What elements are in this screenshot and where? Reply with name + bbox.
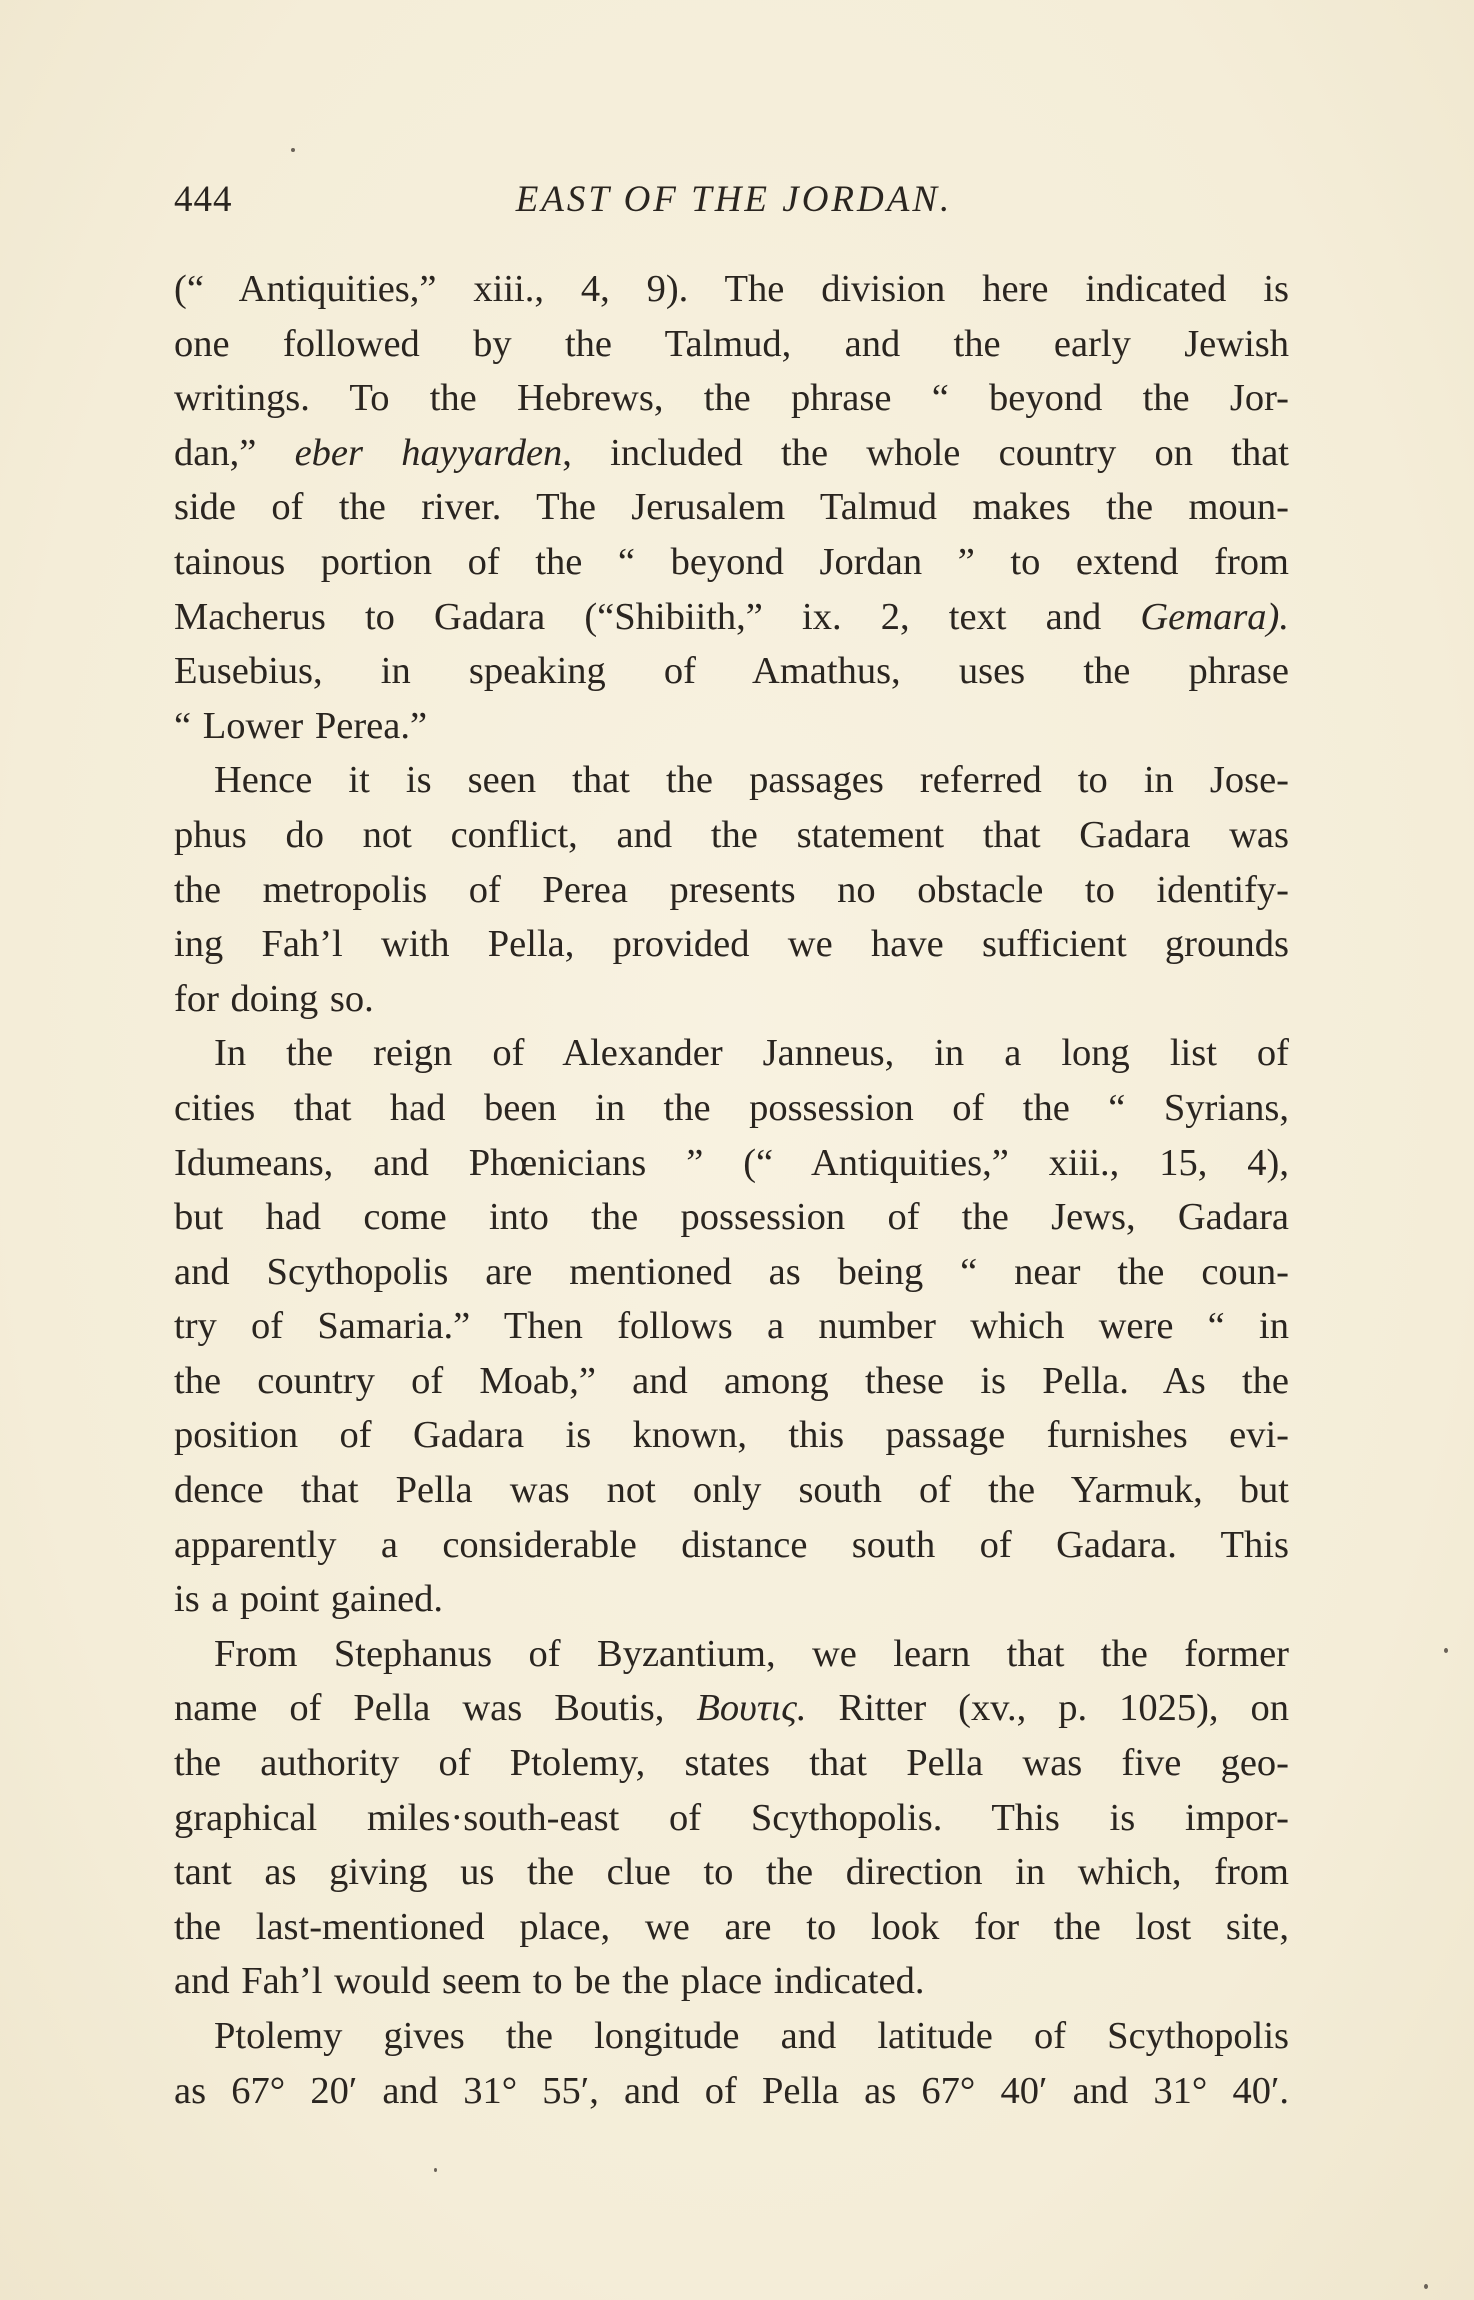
text-line: and Scythopolis are mentioned as being “ near the coun- <box>174 1250 1289 1293</box>
text-line: the metropolis of Perea presents no obstacle to identify- <box>174 868 1289 911</box>
text-line: dence that Pella was not only south of the Yarmuk, but <box>174 1469 1289 1512</box>
text-line: side of the river. The Jerusalem Talmud makes the moun- <box>174 486 1289 529</box>
text-line: cities that had been in the possession of the “ Syrians, <box>174 1086 1289 1129</box>
text-line: writings. To the Hebrews, the phrase “ beyond the Jor- <box>174 377 1289 420</box>
paper-speck <box>434 2168 437 2172</box>
text-line: tant as giving us the clue to the direction in which, from <box>174 1851 1289 1894</box>
text-line: and Fah’l would seem to be the place indicated. <box>174 1960 925 2003</box>
text-line: Ptolemy gives the longitude and latitude of Scythopolis <box>214 2015 1289 2057</box>
text-line: but had come into the possession of the Jews, Gadara <box>174 1196 1289 1239</box>
text-line: “ Lower Perea.” <box>174 704 428 747</box>
text-line: one followed by the Talmud, and the early Jewish <box>174 322 1289 365</box>
italic-term: Gemara). <box>1140 595 1289 638</box>
text-line: the authority of Ptolemy, states that Pella was five geo- <box>174 1742 1289 1785</box>
text-line: From Stephanus of Byzantium, we learn that the former <box>214 1632 1289 1675</box>
paper-speck <box>1444 1648 1448 1653</box>
body-text <box>174 262 1289 2118</box>
text-line: position of Gadara is known, this passage furnishes evi- <box>174 1414 1289 1457</box>
paper-speck <box>291 148 295 152</box>
text-line: Macherus to Gadara (“Shibiith,” ix. 2, text and Gemara). <box>174 595 1289 638</box>
text-line: ing Fah’l with Pella, provided we have sufficient grounds <box>174 923 1289 966</box>
text-line: Eusebius, in speaking of Amathus, uses the phrase <box>174 650 1289 693</box>
paper-speck <box>1424 2284 1428 2289</box>
greek-term: Βουτις. <box>696 1687 807 1730</box>
text-line: for doing so. <box>174 977 374 1020</box>
running-head: EAST OF THE JORDAN. <box>515 179 953 220</box>
italic-term: eber hayyarden <box>294 431 563 474</box>
text-line: tainous portion of the “ beyond Jordan ” to extend from <box>174 540 1289 583</box>
text-line: graphical miles·south-east of Scythopolis. This is impor- <box>174 1796 1289 1839</box>
page-header <box>174 178 1289 228</box>
text-line: name of Pella was Boutis, Βουτις. Ritter (xv., p. 1025), on <box>174 1687 1289 1730</box>
text-line: Hence it is seen that the passages referred to in Jose- <box>214 759 1289 802</box>
text-line: apparently a considerable distance south of Gadara. This <box>174 1523 1289 1566</box>
text-line: the country of Moab,” and among these is Pella. As the <box>174 1359 1289 1402</box>
text-line: (“ Antiquities,” xiii., 4, 9). The division here indicated is <box>174 268 1289 310</box>
text-line: is a point gained. <box>174 1578 444 1621</box>
text-line: as 67° 20′ and 31° 55′, and of Pella as 67° 40′ and 31° 40′. <box>174 2069 1289 2112</box>
text-line: dan,” eber hayyarden, included the whole country on that <box>174 431 1289 474</box>
text-line: Idumeans, and Phœnicians ” (“ Antiquities,” xiii., 15, 4), <box>174 1141 1289 1184</box>
text-line: In the reign of Alexander Janneus, in a long list of <box>214 1032 1289 1075</box>
page-number: 444 <box>174 179 233 220</box>
text-line: try of Samaria.” Then follows a number which were “ in <box>174 1305 1289 1348</box>
text-line: phus do not conflict, and the statement that Gadara was <box>174 813 1289 856</box>
text-line: the last-mentioned place, we are to look for the lost site, <box>174 1905 1289 1948</box>
